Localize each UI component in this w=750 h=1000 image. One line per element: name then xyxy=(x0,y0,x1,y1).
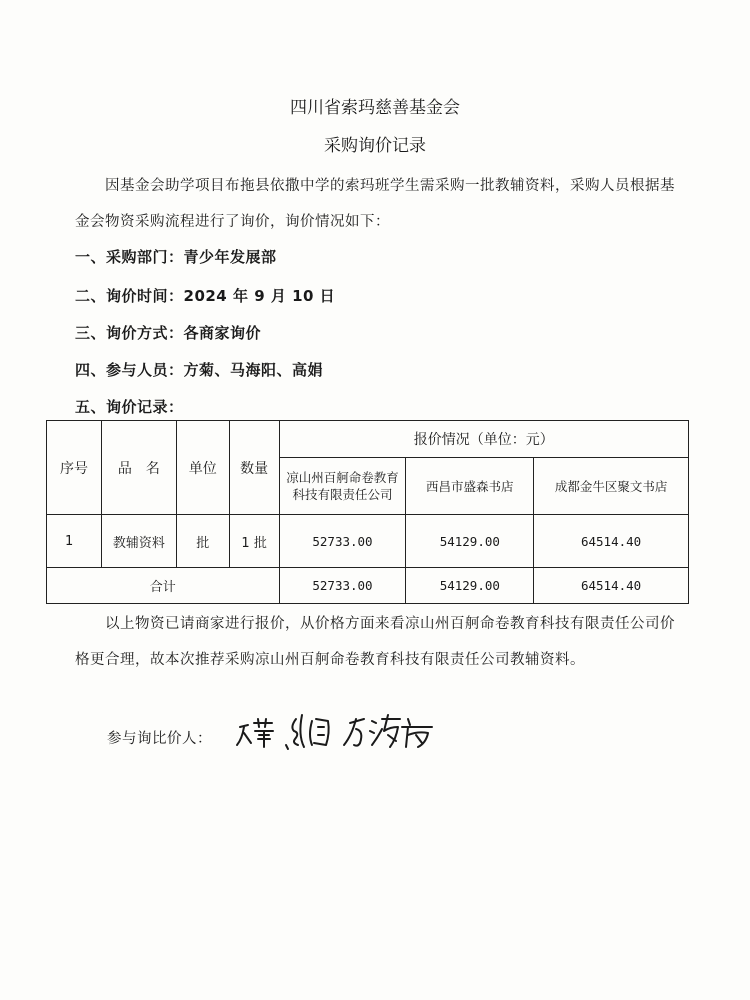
total-price-vendor-1: 52733.00 xyxy=(279,568,406,604)
item-inquiry-time: 二、询价时间：2024 年 9 月 10 日 xyxy=(75,287,336,305)
signature-3 xyxy=(344,715,432,747)
cell-name: 教辅资料 xyxy=(101,515,176,568)
signature-label: 参与询比价人： xyxy=(107,731,212,747)
header-vendor-2: 西昌市盛森书店 xyxy=(406,458,534,515)
table-row xyxy=(47,515,689,568)
total-price-vendor-3: 64514.40 xyxy=(534,568,689,604)
total-price-vendor-2: 54129.00 xyxy=(406,568,534,604)
document-title: 采购询价记录 xyxy=(324,136,426,156)
header-qty: 数量 xyxy=(229,421,279,515)
cell-price-vendor-3: 64514.40 xyxy=(534,515,689,568)
header-name: 品 名 xyxy=(101,421,176,515)
signature-2 xyxy=(286,715,329,749)
header-seq: 序号 xyxy=(47,421,102,515)
cell-seq: 1 xyxy=(47,515,102,568)
conclusion-paragraph xyxy=(75,606,685,678)
total-label: 合计 xyxy=(47,568,280,604)
cell-qty: 1 批 xyxy=(229,515,279,568)
header-vendor-3: 成都金牛区聚文书店 xyxy=(534,458,689,515)
intro-text: 因基金会助学项目布拖县依撒中学的索玛班学生需采购一批教辅资料，采购人员根据基金会物资采购流程进行了询价，询价情况如下： xyxy=(75,178,675,230)
cell-unit: 批 xyxy=(176,515,229,568)
header-unit: 单位 xyxy=(176,421,229,515)
org-name: 四川省索玛慈善基金会 xyxy=(290,98,460,118)
item-participants: 四、参与人员：方菊、马海阳、高娟 xyxy=(75,361,324,379)
handwritten-signatures xyxy=(232,705,452,755)
item-inquiry-method: 三、询价方式：各商家询价 xyxy=(75,324,262,342)
item-records: 五、询价记录： xyxy=(75,398,184,416)
intro-paragraph xyxy=(75,168,685,240)
conclusion-text: 以上物资已请商家进行报价，从价格方面来看凉山州百舸命卷教育科技有限责任公司价格更合理，故本次推荐采购凉山州百舸命卷教育科技有限责任公司教辅资料。 xyxy=(75,616,675,668)
cell-price-vendor-1: 52733.00 xyxy=(279,515,406,568)
table-total-row xyxy=(47,568,689,604)
header-vendor-1: 凉山州百舸命卷教育科技有限责任公司 xyxy=(279,458,406,515)
cell-price-vendor-2: 54129.00 xyxy=(406,515,534,568)
item-department: 一、采购部门：青少年发展部 xyxy=(75,248,277,266)
quote-table xyxy=(46,420,689,604)
header-quote-group: 报价情况（单位：元） xyxy=(279,421,688,458)
signature-1 xyxy=(237,719,273,747)
